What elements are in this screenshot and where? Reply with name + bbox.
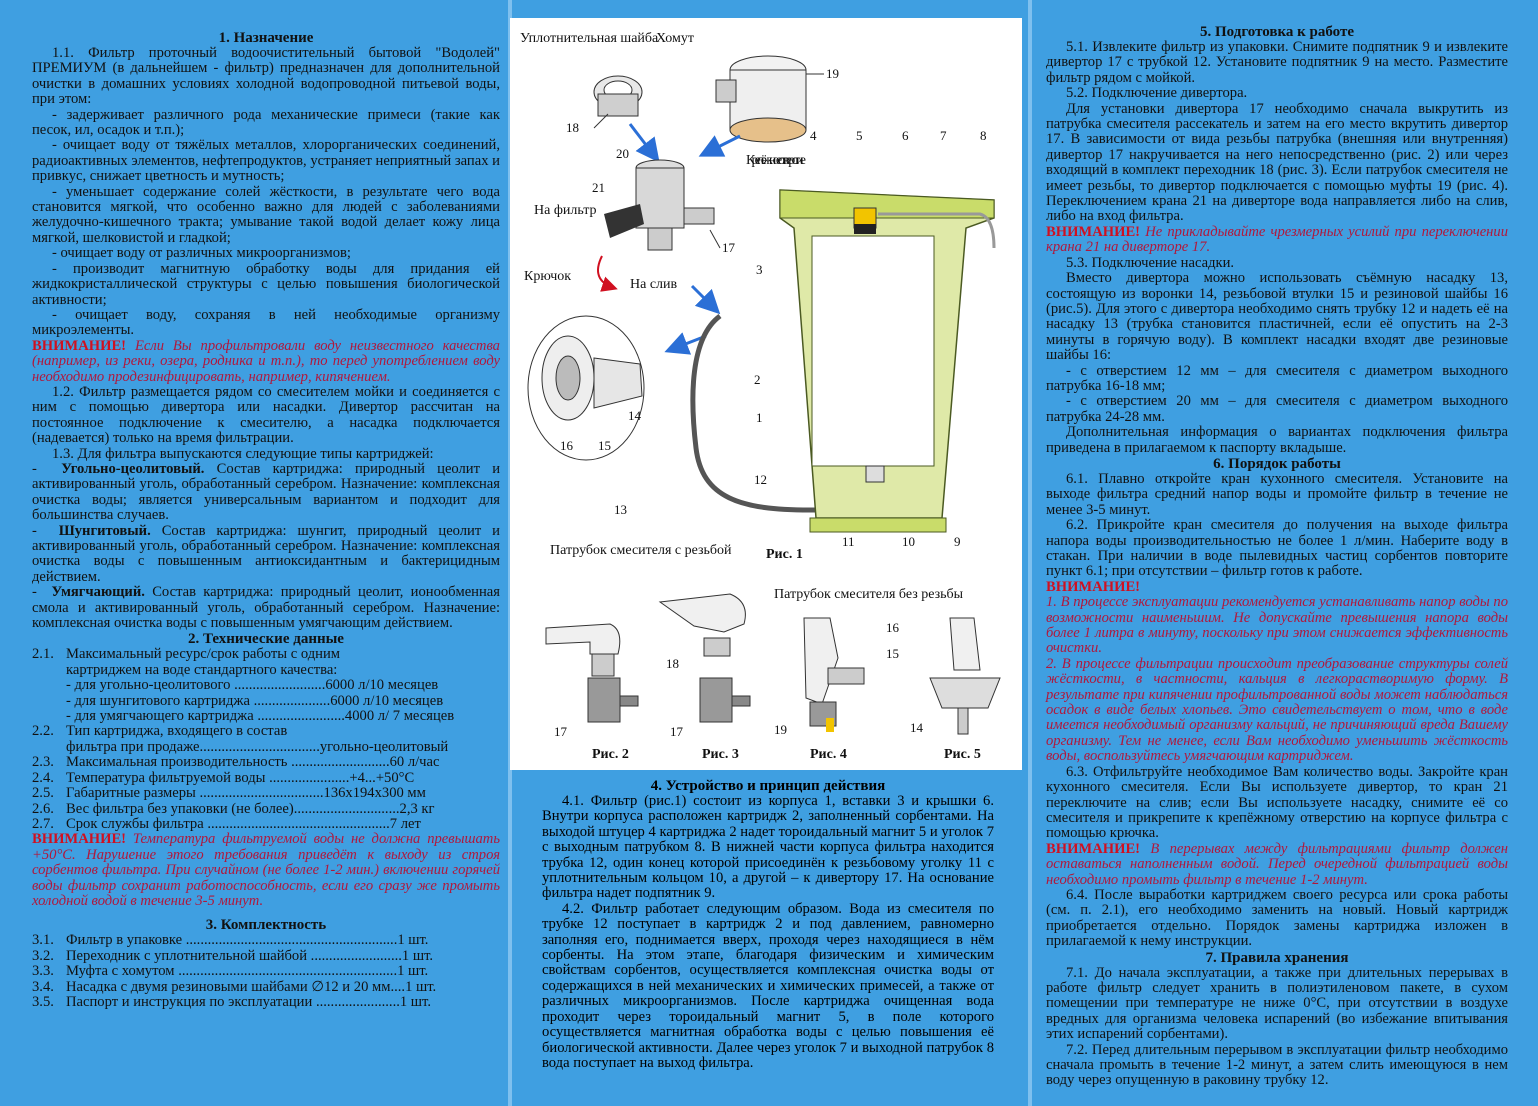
- num-16: 16: [560, 438, 573, 453]
- label-to-filter: На фильтр: [534, 203, 597, 218]
- bullet: - очищает воду от различных микроорганизмов;: [52, 245, 351, 262]
- cartridge-type-text: Состав картриджа: шунгит, природный цеолит и активированный уголь, обработанный серебром. Назначение: комплексная очистка воды с повышенным антиоксидантным и бактерицидным действием.: [32, 522, 500, 585]
- num-18: 18: [566, 120, 579, 135]
- warning-label: ВНИМАНИЕ!: [32, 831, 127, 848]
- adapter-icon: [594, 76, 642, 116]
- paragraph-5-1: 5.1. Извлеките фильтр из упаковки. Снимите подпятник 9 и извлеките дивертор 17 с трубкой 12. Установите подпятник 9 на место. Разместите фильтр рядом с мойкой.: [1046, 39, 1508, 86]
- kit-table: [32, 933, 500, 1010]
- column-middle-text: [542, 778, 994, 1071]
- label-hook: Крючок: [524, 269, 572, 284]
- paragraph-6-3: 6.3. Отфильтруйте необходимое Вам количество воды. Закройте кран кухонного смесителя. Если Вы используете дивертор, то кран 21 переключите на слив; если Вы используете насадку, снимите её со смесителя и прикрепите к крепёжному отверстию на корпусе фильтра с помощью крючка.: [1046, 763, 1508, 842]
- num-16: 16: [886, 620, 899, 635]
- caption-fig-2: Рис. 2: [592, 747, 629, 762]
- spec-text: Максимальный ресурс/срок работы с одним: [66, 647, 340, 663]
- spec-num: 2.6.: [32, 801, 54, 817]
- warning-text: Температура фильтруемой воды не должна превышать +50°С. Нарушение этого требования приведёт к выходу из строя сорбентов фильтра. При случайном (не более 1-2 мин.) включении горячей воды фильтр сохранит работоспособность, если его сразу же промыть холодной водой в течение 3-5 минут.: [32, 831, 500, 909]
- spec-num: 2.5.: [32, 786, 54, 802]
- diverter-icon: [604, 160, 714, 250]
- warning-label: ВНИМАНИЕ!: [1046, 223, 1141, 240]
- num-3: 3: [756, 262, 763, 277]
- paragraph-7-2: 7.2. Перед длительным перерывом в эксплуатации фильтр необходимо сначала промыть в течение 1-2 минут, а затем слить имеющуюся в нем воду через опущенную в раковину трубку 12.: [1046, 1041, 1508, 1089]
- spec-num: [32, 694, 66, 709]
- cartridge-type-name: Угольно-цеолитовый.: [61, 460, 205, 477]
- spec-num: [32, 740, 66, 755]
- spec-text: - для шунгитового картриджа .....................6000 л/10 месяцев: [66, 693, 444, 709]
- kit-text: Насадка с двумя резиновыми шайбами ∅12 и 20 мм....1 шт.: [66, 979, 437, 995]
- caption-fig-3: Рис. 3: [702, 747, 739, 762]
- filter-diagram: [510, 18, 1022, 770]
- num-4: 4: [810, 128, 817, 143]
- warning-text: В перерывах между фильтрациями фильтр должен оставаться наполненным водой. Перед очередной фильтрацией воды необходимо промыть фильтр в течение 1-2 минут.: [1046, 840, 1508, 888]
- num-14: 14: [910, 720, 923, 735]
- paragraph-5-3b: - с отверстием 20 мм – для смесителя с диаметром выходного патрубка 24-28 мм.: [1046, 393, 1508, 425]
- label-seal-washer: Уплотнительная шайба: [520, 31, 659, 46]
- column-left: [0, 0, 510, 1106]
- leader-line: [710, 230, 720, 248]
- spec-table: [32, 647, 500, 832]
- spec-num: [32, 678, 66, 693]
- num-21: 21: [592, 180, 605, 195]
- paragraph-5-3c: Дополнительная информация о вариантах подключения фильтра приведена в прилагаемом к паспорту вкладыше.: [1046, 424, 1508, 456]
- label-mount-hole: Крепёжное отверстие: [746, 153, 806, 168]
- caption-fig-4: Рис. 4: [810, 747, 847, 762]
- spec-text: Вес фильтра без упаковки (не более).............................2,3 кг: [66, 801, 435, 817]
- num-17: 17: [670, 724, 683, 739]
- bullet: - производит магнитную обработку воды для придания ей жидкокристаллической структуры с целью повышения биологической активности;: [32, 260, 500, 308]
- kit-num: 3.3.: [32, 964, 54, 980]
- num-8: 8: [980, 128, 987, 143]
- caption-fig-5: Рис. 5: [944, 747, 981, 762]
- clamp-icon: [716, 56, 806, 142]
- bullet: - уменьшает содержание солей жёсткости, в результате чего вода становится мягкой, что особенно важно для людей с заболеваниями желудочно-кишечного тракта; умывание такой водой делает кожу лица мягкой, шелковистой и гладкой;: [32, 183, 500, 246]
- paragraph-6-4: 6.4. После выработки картриджем своего ресурса или срока работы (см. п. 2.1), его необходимо заменить на новый. Новый картридж приобретается отдельно. Порядок замены картриджа изложен в прилагаемой к нему инструкции.: [1046, 886, 1508, 950]
- heading-5-3: 5.3. Подключение насадки.: [1066, 254, 1235, 271]
- fig2-icon: [546, 624, 638, 722]
- num-10: 10: [902, 534, 915, 549]
- spec-num: 2.7.: [32, 816, 54, 832]
- spec-text: Срок службы фильтра ..................................................7 лет: [66, 816, 421, 832]
- bullet: - очищает воду, сохраняя в ней необходимые организму микроэлементы.: [32, 306, 500, 339]
- filter-body-icon: [780, 190, 994, 532]
- kit-text: Фильтр в упаковке ..........................................................1 шт.: [66, 933, 429, 949]
- section-5-title: 5. Подготовка к работе: [1200, 24, 1354, 40]
- section-3-title: 3. Комплектность: [205, 917, 327, 934]
- paragraph-4-2: 4.2. Фильтр работает следующим образом. Вода из смесителя по трубке 12 поступает в картридж 2 и под давлением, равномерно заполняя его, поднимается вверх, проходя через находящиеся в нём сорбенты. На этом этапе, благодаря физическим и химическим свойствам сорбентов, осуществляется комплексная очистка воды от содержащихся в ней механических и химических примесей, а также от различных микроорганизмов. После картриджа очищенная вода проходит через тороидальный магнит 5, в поле которого осуществляется магнитная обработка воды с целью повышения её биологической активности. Далее через уголок 7 и выходной патрубок 8 вода поступает на выход фильтра.: [542, 900, 994, 1071]
- label-spout-thread: Патрубок смесителя с резьбой: [550, 543, 732, 558]
- section-2-title: 2. Технические данные: [188, 631, 344, 648]
- section-1-title: 1. Назначение: [218, 30, 314, 46]
- num-5: 5: [856, 128, 863, 143]
- paragraph-6-1: 6.1. Плавно откройте кран кухонного смесителя. Установите на выходе фильтра средний напор воды и промойте фильтр в течение не менее 3-5 минут.: [1046, 470, 1508, 518]
- section-4-title: 4. Устройство и принцип действия: [650, 778, 886, 794]
- label-spout-nothread: Патрубок смесителя без резьбы: [774, 587, 964, 602]
- cartridge-type-text: Состав картриджа: природный цеолит, ионообменная смола и активированный уголь, обработанный серебром. Назначение: комплексная очистка воды с повышенным умягчающим действием.: [32, 584, 500, 632]
- bullet: - задерживает различного рода механические примеси (такие как песок, ил, осадок и т.п.);: [32, 106, 500, 139]
- diagram-panel: [510, 18, 1022, 770]
- paragraph-5-3: Вместо дивертора можно использовать съёмную насадку 13, состоящую из воронки 14, резьбовой втулки 15 и резиновой шайбы 16 (рис.5). Для этого с дивертора необходимо снять трубку 12 и надеть её на насадку 13 (трубка становится пластичней, если её опустить на 2-3 минуты в горячую воду). В комплект насадки входят две резиновые шайбы 16:: [1046, 270, 1508, 364]
- num-1: 1: [756, 410, 763, 425]
- spec-text: Габаритные размеры ..................................136х194х300 мм: [66, 786, 426, 802]
- kit-text: Паспорт и инструкция по эксплуатации .......................1 шт.: [66, 994, 431, 1010]
- kit-num: 3.5.: [32, 994, 54, 1010]
- spec-text: фильтра при продаже.................................угольно-цеолитовый: [66, 739, 449, 755]
- spec-text: Тип картриджа, входящего в состав: [66, 724, 288, 740]
- num-11: 11: [842, 534, 855, 549]
- spec-num: [32, 709, 66, 724]
- warning-1: [32, 339, 500, 385]
- label-to-drain: На слив: [630, 277, 678, 292]
- paragraph-1-1: 1.1. Фильтр проточный водоочистительный бытовой "Водолей" ПРЕМИУМ (в дальнейшем - фильтр) предназначен для дополнительной очистки в домашних условиях холодной водопроводной питьевой воды, при этом:: [32, 45, 500, 108]
- bullet: - очищает воду от тяжёлых металлов, хлорорганических соединений, радиоактивных элементов, нефтепродуктов, устраняет неприятный запах и привкус, снижает цветность и мутность;: [32, 137, 500, 185]
- num-9: 9: [954, 534, 961, 549]
- warning-6-3: [1046, 842, 1508, 888]
- spec-text: - для угольно-цеолитового .........................6000 л/10 месяцев: [66, 678, 439, 694]
- warning-text: Не прикладывайте чрезмерных усилий при переключении крана 21 на диверторе 17.: [1046, 223, 1508, 256]
- kit-text: Переходник с уплотнительной шайбой .........................1 шт.: [66, 948, 434, 964]
- cartridge-type-name: Шунгитовый.: [58, 522, 151, 539]
- spec-text: Максимальная производительность ...........................60 л/час: [66, 755, 440, 771]
- fig4-icon: [804, 618, 864, 732]
- arrow-icon: [692, 286, 716, 310]
- num-17: 17: [722, 240, 735, 255]
- spec-text: - для умягчающего картриджа ........................4000 л/ 7 месяцев: [66, 709, 455, 725]
- num-12: 12: [754, 472, 767, 487]
- num-15: 15: [886, 646, 899, 661]
- num-17: 17: [554, 724, 567, 739]
- warning-text: Если Вы профильтровали воду неизвестного качества (например, из реки, озера, родника и т.п.), то перед употреблением воду необходимо продезинфицировать, например, кипячением.: [32, 337, 500, 385]
- num-14: 14: [628, 408, 641, 423]
- section-6-title: 6. Порядок работы: [1213, 455, 1341, 472]
- kit-num: 3.1.: [32, 933, 54, 949]
- num-19: 19: [826, 66, 839, 81]
- paragraph-1-3: 1.3. Для фильтра выпускаются следующие типы картриджей:: [52, 445, 434, 462]
- label-clamp: Хомут: [656, 31, 694, 46]
- column-right: [1030, 0, 1538, 1106]
- warning-6-2: 2. В процессе фильтрации происходит преобразование структуры солей жёсткости, в частности, кальция в легкорастворимую форму. В результате при кипячении профильтрованной воды может наблюдаться осадок в виде белых хлопьев. Это свидетельствует о том, что в воде имеется необходимый организму кальций, не причиняющий вреда Вашему организму. Тем не менее, если Вам необходимо уменьшить жёсткость воды, воспользуйтесь умягчающим картриджем.: [1046, 655, 1508, 765]
- warning-6: [1046, 580, 1508, 595]
- caption-fig-1: Рис. 1: [766, 547, 803, 562]
- spec-num: 2.1.: [32, 647, 54, 663]
- warning-label: ВНИМАНИЕ!: [32, 337, 127, 354]
- warning-6-1: 1. В процессе эксплуатации рекомендуется устанавливать напор воды по возможности наименьшим. Не допускайте превышения напора воды более 1 литра в минуту, поскольку при этом снижается эффективность очистки.: [1046, 594, 1508, 657]
- arrow-icon: [704, 136, 740, 154]
- cartridge-type-text: Состав картриджа: природный цеолит и активированный уголь, обработанный серебром. Назначение: комплексная очистка воды; является универсальным вариантом и подходит для большинства случаев.: [32, 460, 500, 524]
- num-2: 2: [754, 372, 761, 387]
- heading-5-2: 5.2. Подключение дивертора.: [1066, 85, 1248, 102]
- cartridge-type-name: Умягчающий.: [51, 584, 145, 601]
- fig5-icon: [930, 618, 1000, 734]
- spec-num: 2.3.: [32, 755, 54, 771]
- cartridge-type: - Умягчающий. Состав картриджа: природный цеолит, ионообменная смола и активированный уголь, обработанный серебром. Назначение: комплексная очистка воды с повышенным умягчающим действием.: [32, 584, 500, 632]
- spec-text: картриджем на воде стандартного качества:: [66, 662, 338, 678]
- kit-num: 3.4.: [32, 979, 54, 995]
- paragraph-4-1: 4.1. Фильтр (рис.1) состоит из корпуса 1, вставки 3 и крышки 6. Внутри корпуса расположен картридж 2, заполненный сорбентами. На выходой штуцер 4 картриджа 2 надет тороидальный магнит 5 и уголок 7 с выходным патрубком 8. В нижней части корпуса фильтра находится трубка 12, один конец которой присоединён к резьбовому уголку 11 с уплотнительным кольцом 10, а другой – к дивертору 17. На основание фильтра надет подпятник 9.: [542, 793, 994, 902]
- paragraph-6-2: 6.2. Прикройте кран смесителя до получения на выходе фильтра напора воды производительностью не более 1 л/мин. Наберите воду в стакан. При наличии в воде пылевидных частиц сорбентов повторите пункт 6.1; при отсутствии – фильтр готов к работе.: [1046, 517, 1508, 580]
- warning-label: ВНИМАНИЕ!: [1046, 578, 1141, 595]
- num-18: 18: [666, 656, 679, 671]
- warning-label: ВНИМАНИЕ!: [1046, 840, 1141, 857]
- cartridge-type: - Угольно-цеолитовый. Состав картриджа: природный цеолит и активированный уголь, обработанный серебром. Назначение: комплексная очистка воды; является универсальным вариантом и подходит для большинства случаев.: [32, 460, 500, 524]
- paragraph-7-1: 7.1. До начала эксплуатации, а также при длительных перерывах в работе фильтр следует хранить в полиэтиленовом пакете, в сухом помещении при температуре не ниже 0°С, при отсутствии в воздухе вредных для организма человека испарений (во избежание впитывания этих испарений сорбентами).: [1046, 964, 1508, 1043]
- spec-num: 2.4.: [32, 770, 54, 786]
- warning-5: [1046, 225, 1508, 256]
- paragraph-1-2: 1.2. Фильтр размещается рядом со смесителем мойки и соединяется с ним с помощью дивертора или насадки. Дивертор рассчитан на постоянное подключение к смесителю, а насадка подключается (надевается) только на время фильтрации.: [32, 383, 500, 447]
- nozzle-icon: [528, 316, 644, 460]
- num-19: 19: [774, 722, 787, 737]
- section-7-title: 7. Правила хранения: [1205, 949, 1349, 966]
- arrow-icon: [630, 124, 656, 158]
- num-13: 13: [614, 502, 627, 517]
- cartridge-type: - Шунгитовый. Состав картриджа: шунгит, природный цеолит и активированный уголь, обработанный серебром. Назначение: комплексная очистка воды с повышенным антиоксидантным и бактерицидным действием.: [32, 522, 500, 585]
- kit-num: 3.2.: [32, 948, 54, 964]
- paragraph-5-3a: - с отверстием 12 мм – для смесителя с диаметром выходного патрубка 16-18 мм;: [1046, 362, 1508, 394]
- num-6: 6: [902, 128, 909, 143]
- num-20: 20: [616, 146, 629, 161]
- kit-text: Муфта с хомутом ............................................................1 шт.: [66, 964, 429, 980]
- switch-arrow-icon: [598, 256, 614, 288]
- num-7: 7: [940, 128, 947, 143]
- num-15: 15: [598, 438, 611, 453]
- spec-text: Температура фильтруемой воды ......................+4...+50°С: [66, 770, 415, 786]
- spec-num: 2.2.: [32, 724, 54, 740]
- paragraph-5-2: Для установки дивертора 17 необходимо сначала выкрутить из патрубка смесителя рассекатель и затем на его место вкрутить дивертор 17. В зависимости от вида резьбы патрубка (внешняя или внутренняя) дивертор 17 накручивается на него непосредственно (рис. 2) или через входящий в комплект переходник 18 (рис. 3). Если патрубок смесителя не имеет резьбы, то дивертор подключается с помощью муфты 19 (рис. 4). Переключением крана 21 на диверторе вода направляется либо на слив, либо на вход фильтра.: [1046, 100, 1508, 225]
- warning-2: [32, 832, 500, 909]
- spec-num: [32, 663, 66, 678]
